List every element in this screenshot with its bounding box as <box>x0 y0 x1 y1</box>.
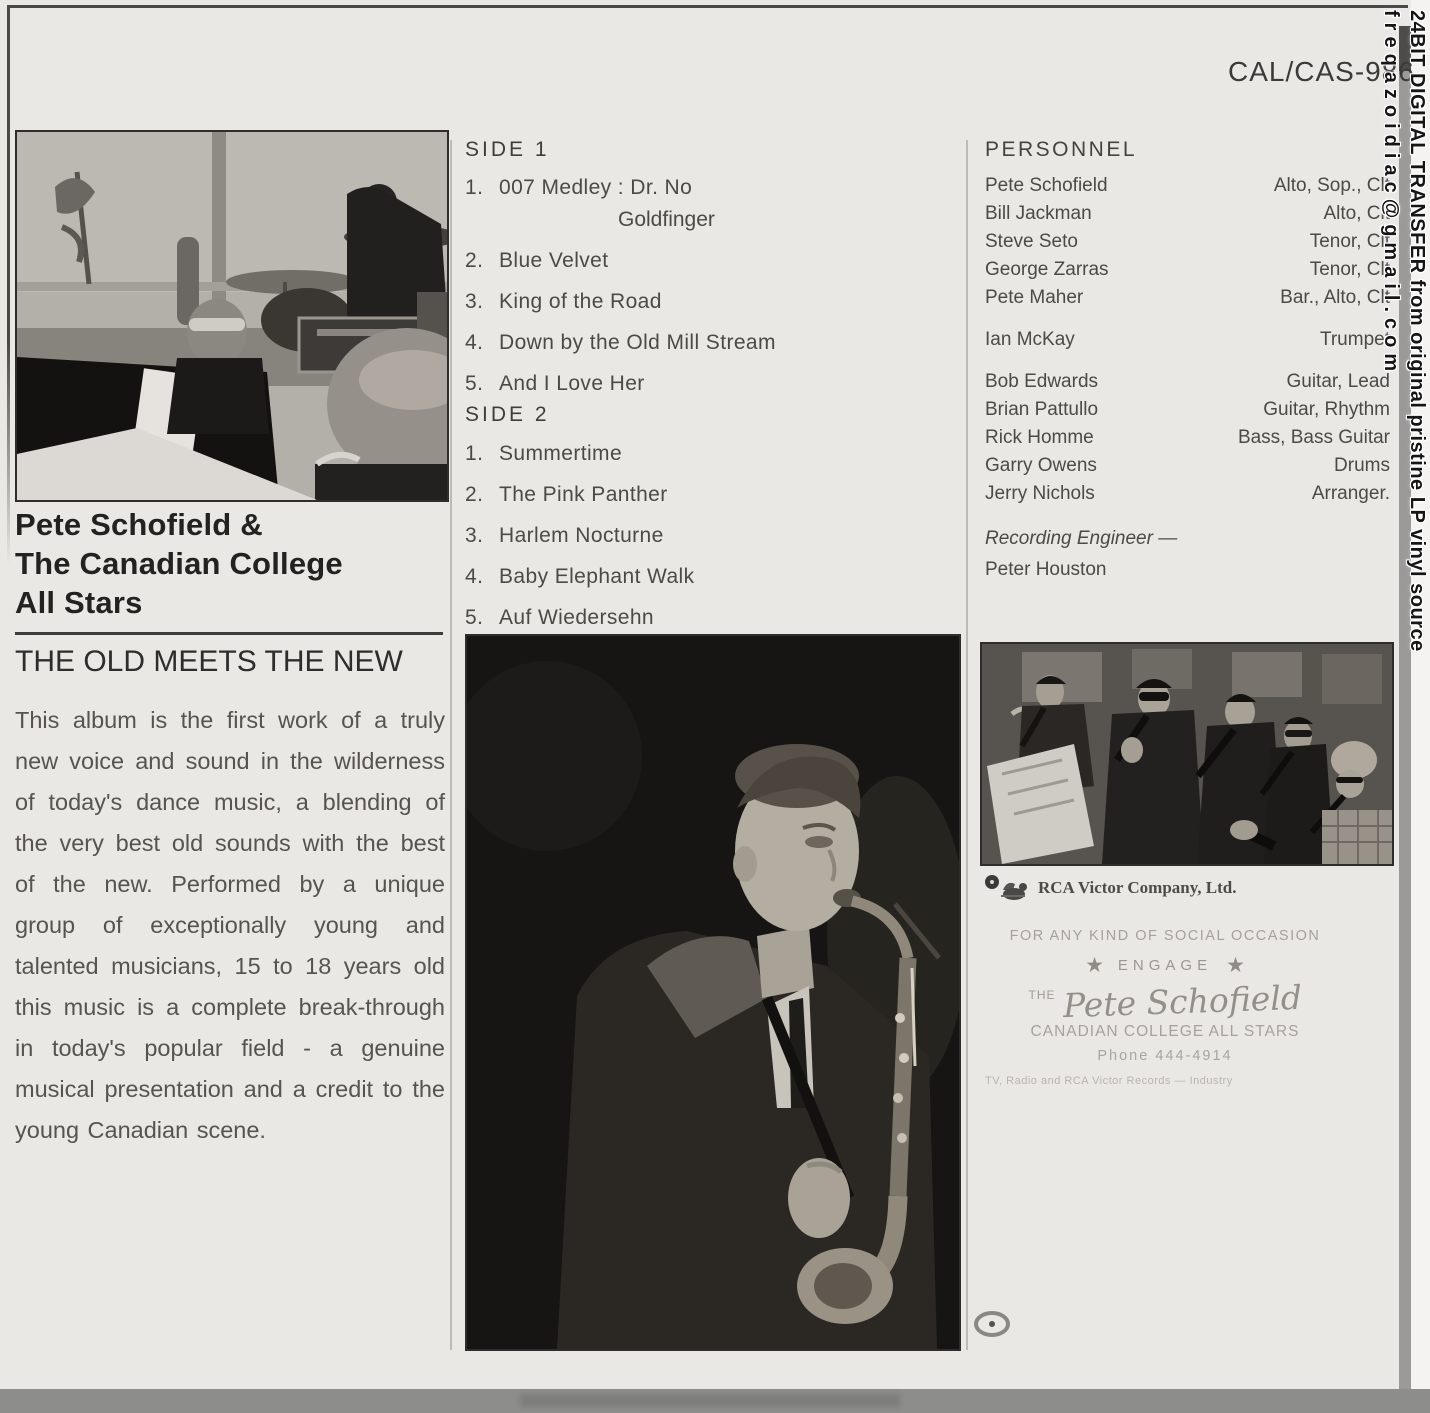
ad-the-text: THE <box>1028 988 1056 1002</box>
watermark-line-2: freqazoidiac@gmail.com <box>1380 10 1402 378</box>
personnel-row <box>985 204 1390 224</box>
personnel-row <box>985 176 1390 196</box>
title-divider-rule <box>15 632 443 635</box>
rca-nipper-logo <box>983 874 1029 902</box>
track-item <box>465 442 935 466</box>
column-divider-left <box>450 140 452 1350</box>
track-title: 007 Medley : Dr. No <box>499 176 693 199</box>
recording-engineer-block <box>985 528 1390 581</box>
personnel-role: Guitar, Rhythm <box>1263 399 1390 420</box>
star-icon: ★ <box>1226 954 1245 977</box>
ad-band-name-line <box>985 977 1345 1026</box>
personnel-name: Garry Owens <box>985 455 1097 476</box>
track-number: 4. <box>465 331 484 354</box>
personnel-row <box>985 400 1390 420</box>
artist-line-1: Pete Schofield & <box>15 507 263 542</box>
personnel-row <box>985 428 1390 448</box>
scan-edge-top <box>8 5 1408 8</box>
track-number: 3. <box>465 290 484 313</box>
track-item <box>465 372 935 396</box>
personnel-name: Bob Edwards <box>985 371 1099 392</box>
sax-player-photo-art <box>467 636 959 1349</box>
side1-tracklist <box>465 176 935 413</box>
personnel-role: Alto, Clt <box>1323 203 1390 224</box>
track-item <box>465 331 935 355</box>
personnel-name: Rick Homme <box>985 427 1094 448</box>
personnel-role: Alto, Sop., Clt <box>1273 175 1390 196</box>
artist-name-block <box>15 505 445 622</box>
band-rehearsal-photo-art <box>17 132 447 500</box>
ad-college-line: CANADIAN COLLEGE ALL STARS <box>1030 1023 1300 1040</box>
personnel-row <box>985 330 1390 350</box>
reed-section-photo-art <box>982 644 1392 864</box>
scan-edge-left <box>7 5 10 565</box>
personnel-role: Bass, Bass Guitar <box>1237 427 1390 448</box>
album-title: THE OLD MEETS THE NEW <box>15 645 403 678</box>
digital-transfer-watermark <box>1378 10 1430 780</box>
star-icon: ★ <box>1085 954 1104 977</box>
track-item <box>465 483 935 507</box>
personnel-name: Ian McKay <box>985 329 1075 350</box>
track-number: 2. <box>465 483 484 506</box>
track-item <box>465 176 935 200</box>
personnel-name: Pete Maher <box>985 287 1084 308</box>
reed-section-photo <box>980 642 1394 866</box>
personnel-row <box>985 232 1390 252</box>
track-item <box>465 565 935 589</box>
personnel-role: Tenor, Clt <box>1309 231 1390 252</box>
personnel-list <box>985 176 1390 581</box>
personnel-role: Drums <box>1334 455 1390 476</box>
catalog-number: CAL/CAS-986 <box>1228 56 1415 87</box>
personnel-header: PERSONNEL <box>985 138 1138 161</box>
personnel-row <box>985 372 1390 392</box>
track-number: 5. <box>465 372 484 395</box>
ad-fine-print: TV, Radio and RCA Victor Records — Industry <box>985 1075 1233 1087</box>
personnel-name: George Zarras <box>985 259 1109 280</box>
ad-occasion-line: FOR ANY KIND OF SOCIAL OCCASION <box>1009 928 1321 944</box>
watermark-line-1: 24BIT DIGITAL TRANSFER from original pristine LP vinyl source <box>1406 10 1428 652</box>
liner-notes-paragraph: This album is the first work of a truly new voice and sound in the wilderness of today's dance music, a blending of the very best old sounds with the best of the new. Performed by a unique group of exceptionally young and talented musicians, 15 to 18 years old this music is a complete break-through in today's popular field - a genuine musical presentation and a credit to the young Canadian scene. <box>15 707 445 1143</box>
track-number: 2. <box>465 249 484 272</box>
label-credit-line <box>983 874 1237 902</box>
personnel-name: Pete Schofield <box>985 175 1108 196</box>
artist-line-2: The Canadian College <box>15 546 343 581</box>
recording-engineer-name: Peter Houston <box>985 559 1107 580</box>
personnel-role: Guitar, Lead <box>1286 371 1390 392</box>
ad-engage-line <box>985 953 1345 978</box>
track-title-continuation: Goldfinger <box>618 208 715 231</box>
track-item <box>465 606 935 630</box>
side2-tracklist <box>465 442 935 647</box>
track-title: Summertime <box>499 442 623 465</box>
artist-line-3: All Stars <box>15 585 143 620</box>
side1-header: SIDE 1 <box>465 138 550 161</box>
track-title: And I Love Her <box>499 372 645 395</box>
track-item <box>465 249 935 273</box>
track-title: Down by the Old Mill Stream <box>499 331 776 354</box>
band-rehearsal-photo <box>15 130 449 502</box>
track-number: 1. <box>465 442 484 465</box>
personnel-name: Brian Pattullo <box>985 399 1099 420</box>
footer-smudge <box>520 1394 900 1407</box>
track-item <box>465 524 935 548</box>
personnel-name: Bill Jackman <box>985 203 1092 224</box>
ad-engage-text: ENGAGE <box>1117 957 1213 974</box>
personnel-role: Trumpet <box>1319 329 1390 350</box>
label-credit-text: RCA Victor Company, Ltd. <box>1038 878 1237 897</box>
personnel-name: Steve Seto <box>985 231 1078 252</box>
sax-player-photo <box>465 634 961 1351</box>
track-title: Harlem Nocturne <box>499 524 664 547</box>
track-number: 3. <box>465 524 484 547</box>
side2-header: SIDE 2 <box>465 403 550 426</box>
track-number: 1. <box>465 176 484 199</box>
track-title: King of the Road <box>499 290 662 313</box>
record-stamp-mark <box>973 1310 1011 1338</box>
track-number: 4. <box>465 565 484 588</box>
personnel-role: Arranger. <box>1311 483 1390 504</box>
personnel-row <box>985 260 1390 280</box>
track-item <box>465 290 935 314</box>
personnel-role: Bar., Alto, Clt <box>1280 287 1390 308</box>
recording-engineer-label: Recording Engineer — <box>985 528 1178 549</box>
booking-ad-block <box>985 928 1345 1087</box>
track-title: Baby Elephant Walk <box>499 565 695 588</box>
track-number: 5. <box>465 606 484 629</box>
personnel-row <box>985 456 1390 476</box>
personnel-row <box>985 484 1390 504</box>
column-divider-right <box>966 140 968 1350</box>
personnel-role: Tenor, Clt <box>1309 259 1390 280</box>
track-title: The Pink Panther <box>499 483 668 506</box>
track-title: Auf Wiedersehn <box>499 606 655 629</box>
track-title: Blue Velvet <box>499 249 609 272</box>
ad-phone-line: Phone 444-4914 <box>1097 1048 1233 1064</box>
ad-script-name: Pete Schofield <box>1061 977 1303 1026</box>
personnel-row <box>985 288 1390 308</box>
personnel-name: Jerry Nichols <box>985 483 1095 504</box>
